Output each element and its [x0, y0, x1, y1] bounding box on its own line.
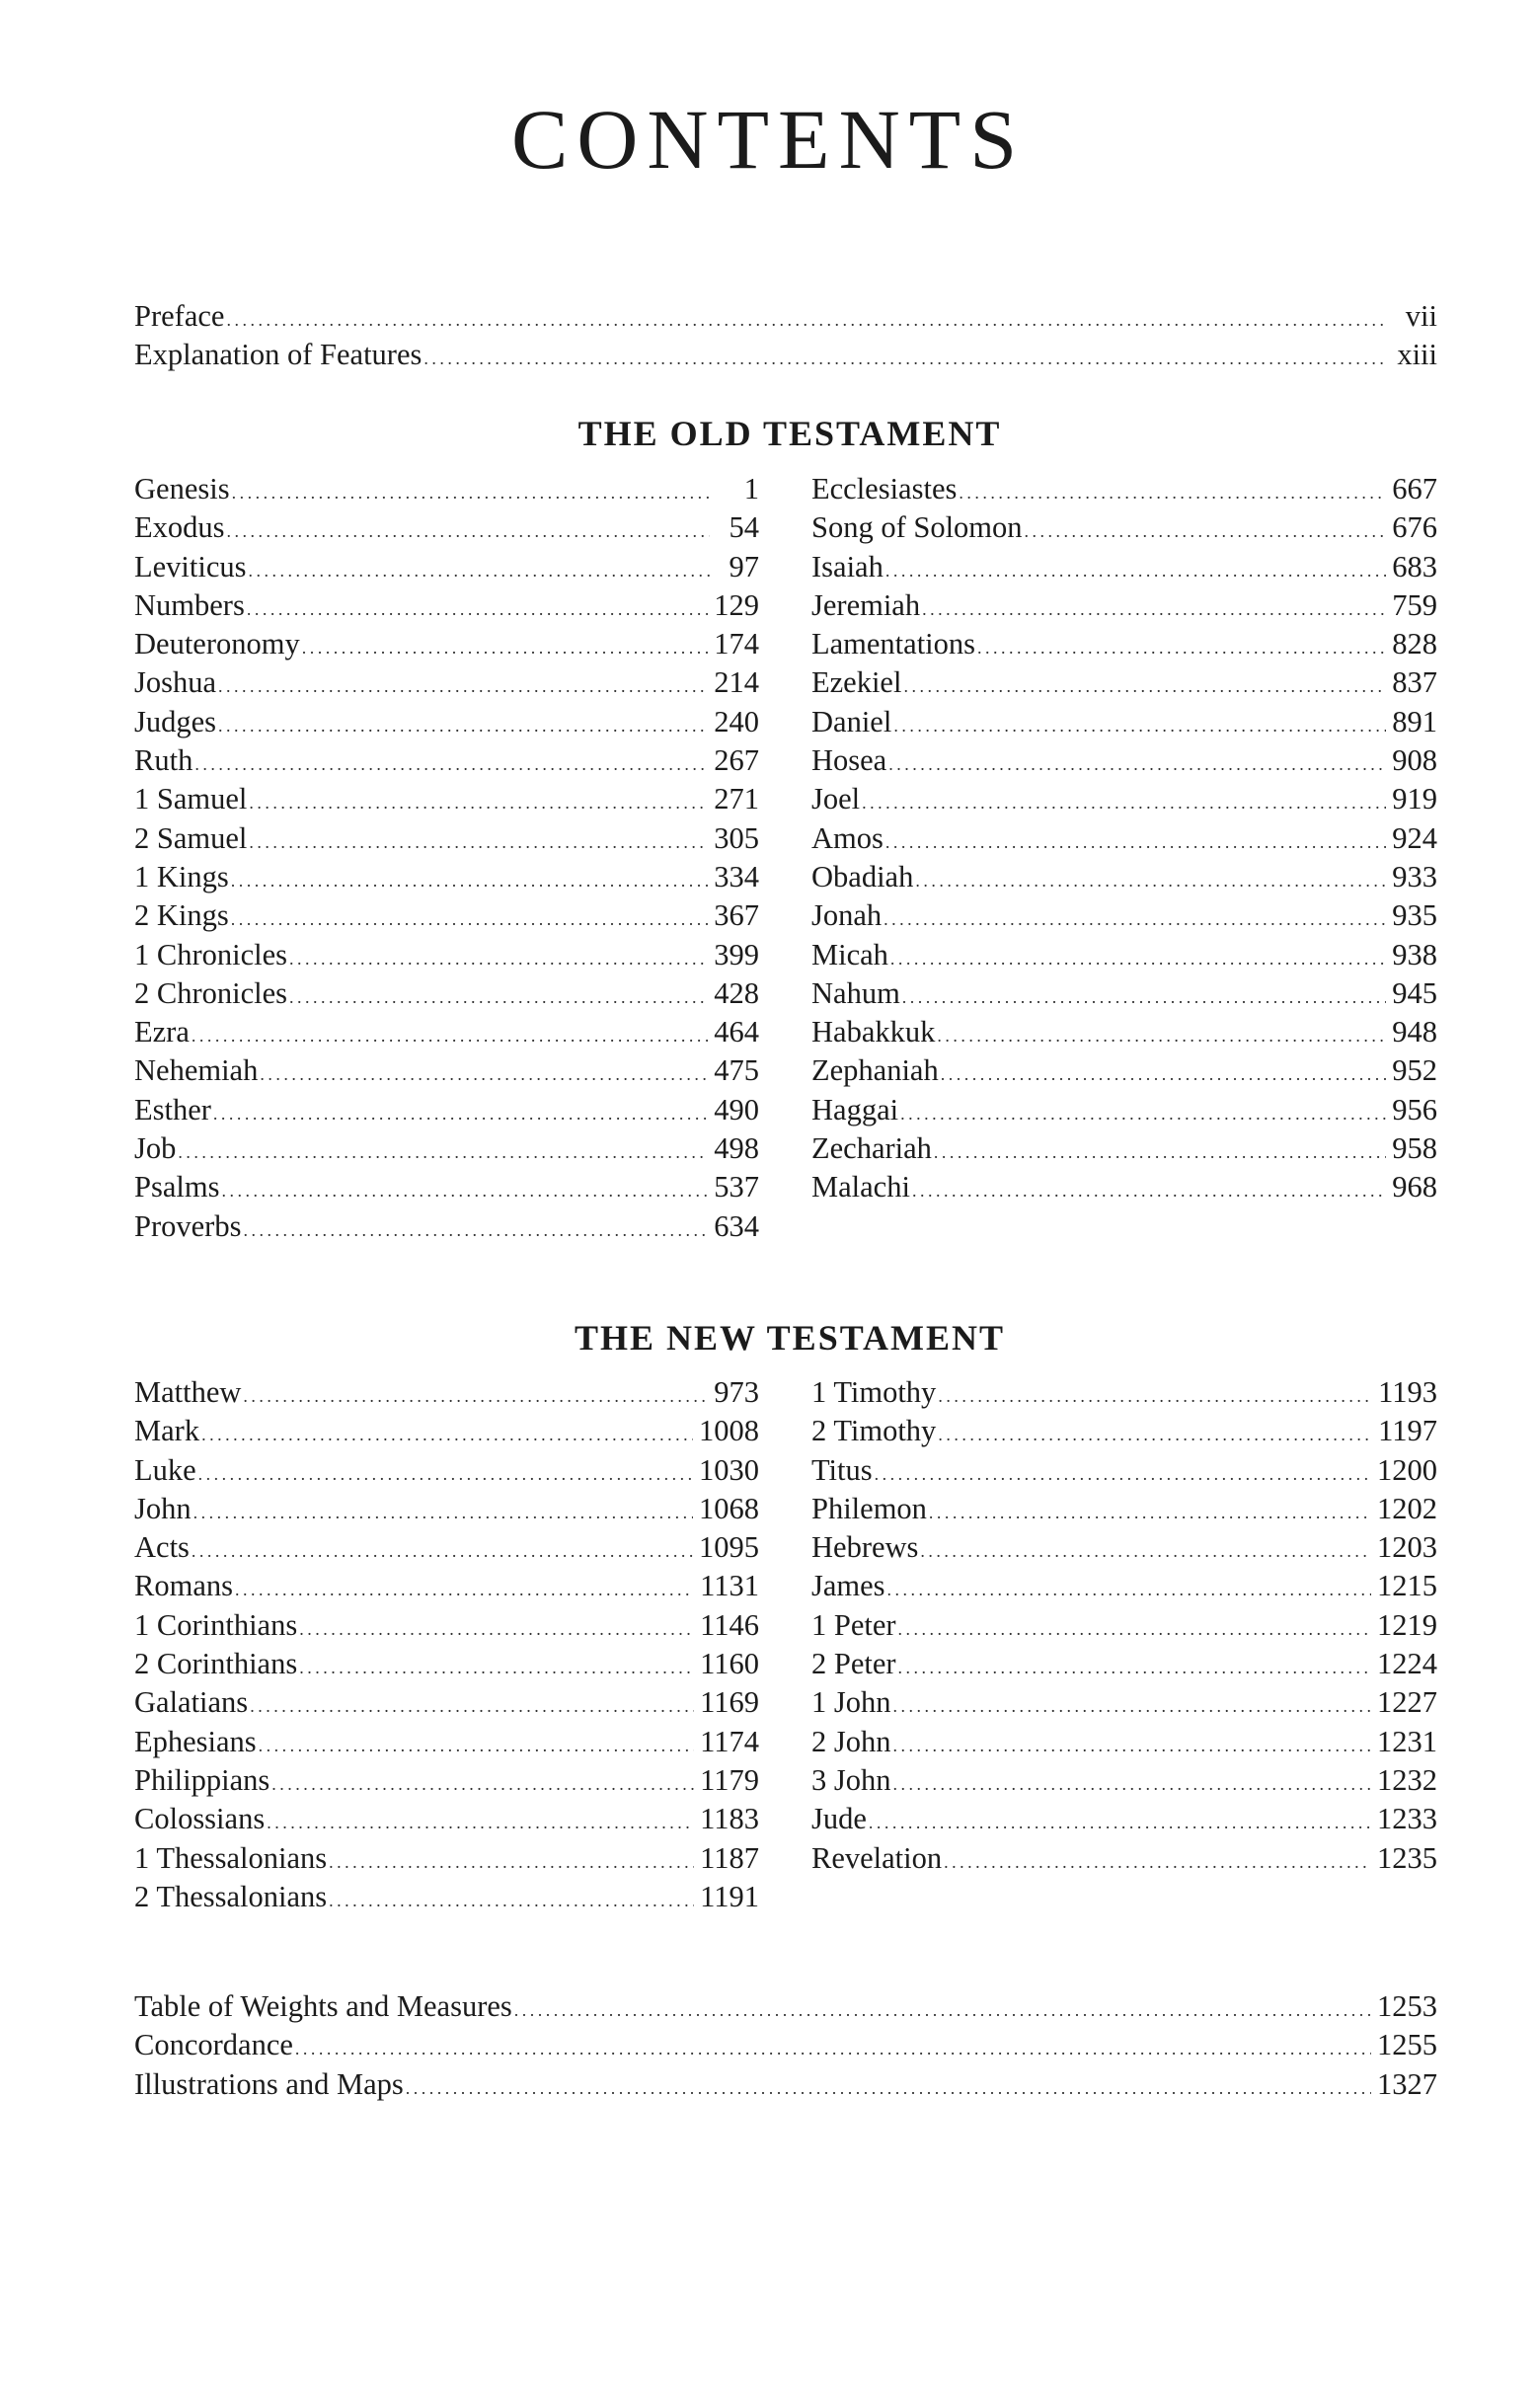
dot-leader — [289, 936, 708, 978]
dot-leader — [898, 1606, 1371, 1649]
toc-entry-page: 305 — [714, 820, 759, 855]
toc-entry — [134, 936, 759, 974]
dot-leader — [884, 896, 1386, 939]
toc-entry-page: 945 — [1392, 975, 1437, 1010]
toc-entry — [134, 663, 759, 702]
dot-leader — [977, 625, 1386, 667]
toc-entry-page: 759 — [1392, 587, 1437, 622]
toc-entry-title: Acts — [134, 1530, 190, 1565]
toc-entry-page: 1191 — [700, 1879, 759, 1913]
toc-entry-title: 1 Timothy — [811, 1375, 937, 1409]
toc-entry — [134, 1683, 759, 1722]
toc-entry — [134, 508, 759, 547]
toc-entry — [134, 1373, 759, 1412]
dot-leader — [875, 1451, 1371, 1494]
toc-entry-page: vii — [1405, 299, 1437, 333]
dot-leader — [514, 1987, 1371, 2030]
toc-entry-title: James — [811, 1569, 885, 1603]
dot-leader — [902, 974, 1386, 1017]
toc-entry-page: 367 — [714, 898, 759, 933]
toc-entry-title: Luke — [134, 1452, 196, 1487]
toc-entry — [134, 1528, 759, 1567]
toc-entry — [811, 1567, 1437, 1605]
toc-entry-title: Genesis — [134, 472, 230, 505]
toc-entry — [811, 1373, 1437, 1412]
toc-entry-page: 334 — [714, 859, 759, 893]
toc-entry-title: Psalms — [134, 1170, 220, 1204]
toc-entry — [134, 1451, 759, 1490]
dot-leader — [888, 741, 1386, 784]
dot-leader — [289, 974, 708, 1017]
dot-leader — [885, 548, 1386, 590]
toc-entry-title: Explanation of Features — [134, 338, 423, 372]
toc-entry-page: 214 — [714, 665, 759, 700]
toc-entry-page: 958 — [1392, 1131, 1437, 1166]
dot-leader — [903, 663, 1386, 706]
toc-entry — [811, 1013, 1437, 1051]
toc-entry-title: Esther — [134, 1092, 211, 1126]
dot-leader — [232, 470, 710, 512]
dot-leader — [250, 1683, 694, 1726]
toc-entry-page: 1327 — [1377, 2066, 1437, 2101]
toc-entry — [134, 1490, 759, 1528]
dot-leader — [192, 1013, 708, 1055]
toc-entry — [134, 780, 759, 818]
toc-entry — [134, 470, 759, 508]
dot-leader — [869, 1800, 1371, 1842]
dot-leader — [941, 1051, 1387, 1094]
toc-entry-page: 1146 — [700, 1607, 759, 1642]
toc-entry-title: 2 Corinthians — [134, 1647, 298, 1681]
dot-leader — [227, 508, 711, 551]
toc-entry — [811, 780, 1437, 818]
dot-leader — [893, 703, 1386, 745]
toc-entry-page: 1183 — [700, 1802, 759, 1836]
toc-entry-title: Amos — [811, 820, 884, 855]
toc-entry — [811, 1490, 1437, 1528]
dot-leader — [887, 1567, 1371, 1609]
toc-entry-title: Ephesians — [134, 1724, 257, 1758]
toc-entry-page: 1232 — [1377, 1762, 1437, 1797]
toc-entry — [134, 1129, 759, 1168]
toc-entry-page: 938 — [1392, 937, 1437, 971]
toc-entry-title: 2 Peter — [811, 1647, 896, 1681]
toc-entry-title: Matthew — [134, 1375, 242, 1409]
toc-entry-title: Numbers — [134, 587, 245, 622]
toc-entry — [134, 1091, 759, 1129]
toc-entry-title: Joshua — [134, 665, 217, 700]
dot-leader — [249, 548, 711, 590]
dot-leader — [893, 1683, 1372, 1726]
new-testament-list-left — [134, 1373, 759, 1916]
dot-leader — [898, 1645, 1371, 1687]
dot-leader — [295, 2026, 1371, 2068]
toc-entry-title: Haggai — [811, 1092, 899, 1126]
toc-entry-page: 475 — [714, 1053, 759, 1088]
toc-entry-title: Zephaniah — [811, 1053, 939, 1088]
dot-leader — [226, 297, 1388, 340]
toc-entry-title: Obadiah — [811, 859, 914, 893]
toc-entry — [134, 2026, 1437, 2064]
toc-entry-title: 2 Timothy — [811, 1414, 937, 1448]
dot-leader — [218, 703, 708, 745]
toc-entry — [134, 297, 1437, 336]
toc-entry — [811, 1168, 1437, 1206]
toc-entry — [811, 1091, 1437, 1129]
toc-entry-title: Jonah — [811, 898, 883, 933]
toc-entry-title: 1 Kings — [134, 859, 229, 893]
toc-entry-page: 1160 — [700, 1647, 759, 1681]
toc-entry-title: Leviticus — [134, 549, 247, 583]
toc-entry — [134, 1987, 1437, 2026]
dot-leader — [915, 858, 1386, 900]
old-testament-list-right — [811, 470, 1437, 1207]
toc-entry — [811, 1761, 1437, 1800]
toc-entry-title: Galatians — [134, 1685, 249, 1720]
toc-entry-page: 1030 — [699, 1452, 759, 1487]
toc-entry-page: 1197 — [1378, 1414, 1437, 1448]
dot-leader — [243, 1207, 708, 1250]
toc-entry — [134, 2065, 1437, 2104]
toc-entry — [811, 896, 1437, 935]
toc-entry-title: Jude — [811, 1802, 867, 1836]
toc-entry — [811, 663, 1437, 702]
toc-entry — [811, 1606, 1437, 1645]
toc-entry — [811, 1839, 1437, 1878]
dot-leader — [862, 780, 1386, 822]
toc-entry-title: Romans — [134, 1569, 233, 1603]
toc-entry-page: 1219 — [1377, 1607, 1437, 1642]
toc-entry — [811, 1683, 1437, 1722]
toc-entry — [134, 974, 759, 1013]
toc-entry-page: 498 — [714, 1131, 759, 1166]
toc-entry-page: 948 — [1392, 1015, 1437, 1049]
dot-leader — [231, 858, 709, 900]
toc-entry — [811, 1723, 1437, 1761]
toc-entry-page: 634 — [714, 1208, 759, 1243]
toc-entry-page: 464 — [714, 1015, 759, 1049]
toc-entry-title: Hebrews — [811, 1530, 919, 1565]
toc-entry — [134, 858, 759, 896]
dot-leader — [243, 1373, 708, 1416]
dot-leader — [920, 1528, 1371, 1571]
toc-entry-page: 54 — [729, 510, 759, 545]
dot-leader — [178, 1129, 708, 1172]
toc-entry-page: 828 — [1392, 627, 1437, 661]
toc-entry — [134, 1013, 759, 1051]
toc-entry-page: 1008 — [699, 1414, 759, 1448]
toc-entry — [134, 1207, 759, 1246]
toc-entry-title: Judges — [134, 704, 217, 738]
toc-entry — [134, 625, 759, 663]
dot-leader — [934, 1129, 1386, 1172]
toc-entry-page: 1235 — [1377, 1840, 1437, 1875]
toc-entry-title: Mark — [134, 1414, 200, 1448]
dot-leader — [249, 819, 708, 862]
dot-leader — [890, 936, 1386, 978]
toc-entry-page: 973 — [714, 1375, 759, 1409]
toc-entry-title: Job — [134, 1131, 177, 1166]
toc-entry — [134, 586, 759, 625]
toc-entry-page: 952 — [1392, 1053, 1437, 1088]
toc-entry-page: 174 — [714, 627, 759, 661]
toc-entry-title: Song of Solomon — [811, 510, 1023, 545]
toc-entry — [811, 703, 1437, 741]
dot-leader — [944, 1839, 1371, 1882]
toc-entry-page: 1068 — [699, 1491, 759, 1525]
dot-leader — [259, 1723, 694, 1765]
toc-entry-title: Philemon — [811, 1491, 927, 1525]
dot-leader — [249, 780, 708, 822]
toc-entry — [811, 470, 1437, 508]
dot-leader — [247, 586, 708, 629]
toc-entry — [811, 625, 1437, 663]
toc-entry-title: 1 Samuel — [134, 782, 248, 816]
dot-leader — [302, 625, 709, 667]
toc-entry-title: Micah — [811, 937, 888, 971]
toc-entry-page: 240 — [714, 704, 759, 738]
toc-entry-page: 908 — [1392, 743, 1437, 778]
toc-entry — [134, 703, 759, 741]
dot-leader — [221, 1168, 708, 1210]
dot-leader — [235, 1567, 694, 1609]
dot-leader — [329, 1878, 694, 1920]
toc-entry-title: Philippians — [134, 1762, 270, 1797]
toc-entry — [811, 741, 1437, 780]
toc-entry-page: 537 — [714, 1170, 759, 1204]
toc-entry — [811, 548, 1437, 586]
toc-entry-page: 1233 — [1377, 1802, 1437, 1836]
front-matter-list — [134, 297, 1437, 375]
toc-entry-page: 1203 — [1377, 1530, 1437, 1565]
toc-entry-title: 2 Kings — [134, 898, 229, 933]
toc-entry — [811, 508, 1437, 547]
toc-entry-title: John — [134, 1491, 192, 1525]
toc-entry — [134, 1567, 759, 1605]
dot-leader — [938, 1412, 1372, 1454]
old-testament-list-left — [134, 470, 759, 1246]
toc-entry-page: 1095 — [699, 1530, 759, 1565]
toc-entry — [811, 858, 1437, 896]
dot-leader — [218, 663, 708, 706]
toc-entry-page: 1174 — [700, 1724, 759, 1758]
toc-entry-title: Hosea — [811, 743, 887, 778]
toc-entry-title: Isaiah — [811, 549, 884, 583]
toc-entry — [134, 1412, 759, 1450]
toc-entry — [134, 336, 1437, 374]
dot-leader — [299, 1606, 694, 1649]
dot-leader — [912, 1168, 1386, 1210]
toc-entry — [811, 1129, 1437, 1168]
toc-entry-page: 676 — [1392, 510, 1437, 545]
toc-entry — [811, 1645, 1437, 1683]
toc-entry — [811, 819, 1437, 858]
toc-entry-page: 399 — [714, 937, 759, 971]
toc-entry-page: 271 — [714, 782, 759, 816]
toc-entry-title: Joel — [811, 782, 861, 816]
dot-leader — [938, 1373, 1372, 1416]
dot-leader — [260, 1051, 708, 1094]
toc-entry-title: Jeremiah — [811, 587, 921, 622]
toc-entry-page: 1215 — [1377, 1569, 1437, 1603]
dot-leader — [192, 1528, 693, 1571]
toc-entry — [134, 741, 759, 780]
dot-leader — [194, 741, 708, 784]
toc-entry — [134, 548, 759, 586]
dot-leader — [267, 1800, 694, 1842]
toc-entry-page: 1131 — [700, 1569, 759, 1603]
toc-entry — [134, 1168, 759, 1206]
toc-entry — [811, 1800, 1437, 1838]
toc-entry — [811, 1451, 1437, 1490]
toc-entry-title: 2 Thessalonians — [134, 1879, 328, 1913]
toc-entry-title: Ezra — [134, 1015, 190, 1049]
dot-leader — [329, 1839, 694, 1882]
dot-leader — [193, 1490, 693, 1532]
toc-entry-title: 1 Corinthians — [134, 1607, 298, 1642]
toc-entry-page: 1224 — [1377, 1647, 1437, 1681]
toc-entry-title: Ruth — [134, 743, 193, 778]
toc-entry-title: Preface — [134, 299, 225, 333]
toc-entry-page: 1 — [743, 472, 759, 505]
toc-entry-title: Deuteronomy — [134, 627, 300, 661]
dot-leader — [299, 1645, 694, 1687]
back-matter-list — [134, 1987, 1437, 2104]
toc-entry-page: 935 — [1392, 898, 1437, 933]
dot-leader — [893, 1761, 1372, 1804]
dot-leader — [922, 586, 1386, 629]
toc-entry-title: 3 John — [811, 1762, 891, 1797]
toc-entry-title: Habakkuk — [811, 1015, 936, 1049]
toc-entry-title: Malachi — [811, 1170, 910, 1204]
dot-leader — [900, 1091, 1386, 1133]
toc-entry-page: 956 — [1392, 1092, 1437, 1126]
toc-entry-title: Daniel — [811, 704, 892, 738]
old-testament-heading: THE OLD TESTAMENT — [577, 414, 1002, 453]
toc-entry — [134, 1606, 759, 1645]
toc-entry-page: 490 — [714, 1092, 759, 1126]
toc-entry-title: Ezekiel — [811, 665, 902, 700]
toc-entry — [811, 1412, 1437, 1450]
toc-entry-title: Exodus — [134, 510, 225, 545]
new-testament-list-right — [811, 1373, 1437, 1878]
toc-entry — [811, 1051, 1437, 1090]
toc-entry-page: 1255 — [1377, 2028, 1437, 2062]
toc-entry-page: 1200 — [1377, 1452, 1437, 1487]
toc-entry-title: Revelation — [811, 1840, 943, 1875]
toc-entry — [811, 974, 1437, 1013]
dot-leader — [213, 1091, 708, 1133]
dot-leader — [406, 2065, 1371, 2108]
toc-entry-page: 924 — [1392, 820, 1437, 855]
toc-entry-title: 1 Peter — [811, 1607, 896, 1642]
toc-entry — [134, 1839, 759, 1878]
dot-leader — [893, 1723, 1372, 1765]
dot-leader — [198, 1451, 693, 1494]
toc-entry-title: Ecclesiastes — [811, 472, 958, 505]
toc-entry-title: 2 Chronicles — [134, 975, 288, 1010]
toc-entry — [134, 1761, 759, 1800]
page-title: CONTENTS — [510, 92, 1027, 187]
dot-leader — [929, 1490, 1371, 1532]
toc-entry — [811, 936, 1437, 974]
dot-leader — [423, 336, 1388, 378]
toc-entry-title: Zechariah — [811, 1131, 932, 1166]
toc-entry-title: Colossians — [134, 1802, 266, 1836]
toc-entry-page: 1169 — [700, 1685, 759, 1720]
toc-entry-page: 683 — [1392, 549, 1437, 583]
dot-leader — [231, 896, 709, 939]
toc-entry-title: Concordance — [134, 2028, 293, 2062]
toc-entry-page: 1179 — [700, 1762, 759, 1797]
dot-leader — [937, 1013, 1386, 1055]
toc-entry — [134, 1723, 759, 1761]
toc-entry-page: 1193 — [1378, 1375, 1437, 1409]
toc-entry-page: 428 — [714, 975, 759, 1010]
new-testament-heading: THE NEW TESTAMENT — [574, 1318, 1006, 1358]
toc-entry-title: Nehemiah — [134, 1053, 259, 1088]
toc-entry-title: Table of Weights and Measures — [134, 1989, 512, 2023]
toc-entry-page: 891 — [1392, 704, 1437, 738]
toc-entry-title: Proverbs — [134, 1208, 242, 1243]
toc-entry-title: Illustrations and Maps — [134, 2066, 404, 2101]
toc-entry-page: 267 — [714, 743, 759, 778]
toc-entry-page: 1202 — [1377, 1491, 1437, 1525]
toc-entry-title: Lamentations — [811, 627, 976, 661]
dot-leader — [959, 470, 1386, 512]
toc-entry — [811, 586, 1437, 625]
dot-leader — [201, 1412, 693, 1454]
toc-entry-title: 1 John — [811, 1685, 891, 1720]
toc-entry-page: 1253 — [1377, 1989, 1437, 2023]
toc-entry-page: 1231 — [1377, 1724, 1437, 1758]
toc-entry-page: 933 — [1392, 859, 1437, 893]
toc-entry-title: Titus — [811, 1452, 873, 1487]
toc-entry-page: 919 — [1392, 782, 1437, 816]
dot-leader — [271, 1761, 694, 1804]
dot-leader — [885, 819, 1386, 862]
dot-leader — [1025, 508, 1387, 551]
toc-entry-page: 837 — [1392, 665, 1437, 700]
toc-entry-page: 968 — [1392, 1170, 1437, 1204]
toc-entry — [134, 1878, 759, 1916]
toc-entry-page: 1227 — [1377, 1685, 1437, 1720]
toc-entry-title: 1 Chronicles — [134, 937, 288, 971]
toc-entry — [134, 1800, 759, 1838]
toc-entry-title: 2 Samuel — [134, 820, 248, 855]
toc-entry — [811, 1528, 1437, 1567]
toc-entry-page: 129 — [714, 587, 759, 622]
toc-entry-title: Nahum — [811, 975, 900, 1010]
toc-entry-title: 1 Thessalonians — [134, 1840, 328, 1875]
toc-entry-title: 2 John — [811, 1724, 891, 1758]
toc-entry — [134, 1051, 759, 1090]
toc-entry-page: xiii — [1397, 338, 1437, 372]
toc-entry — [134, 896, 759, 935]
toc-entry-page: 667 — [1392, 472, 1437, 505]
toc-entry — [134, 1645, 759, 1683]
toc-entry-page: 97 — [729, 549, 759, 583]
toc-entry-page: 1187 — [700, 1840, 759, 1875]
toc-entry — [134, 819, 759, 858]
